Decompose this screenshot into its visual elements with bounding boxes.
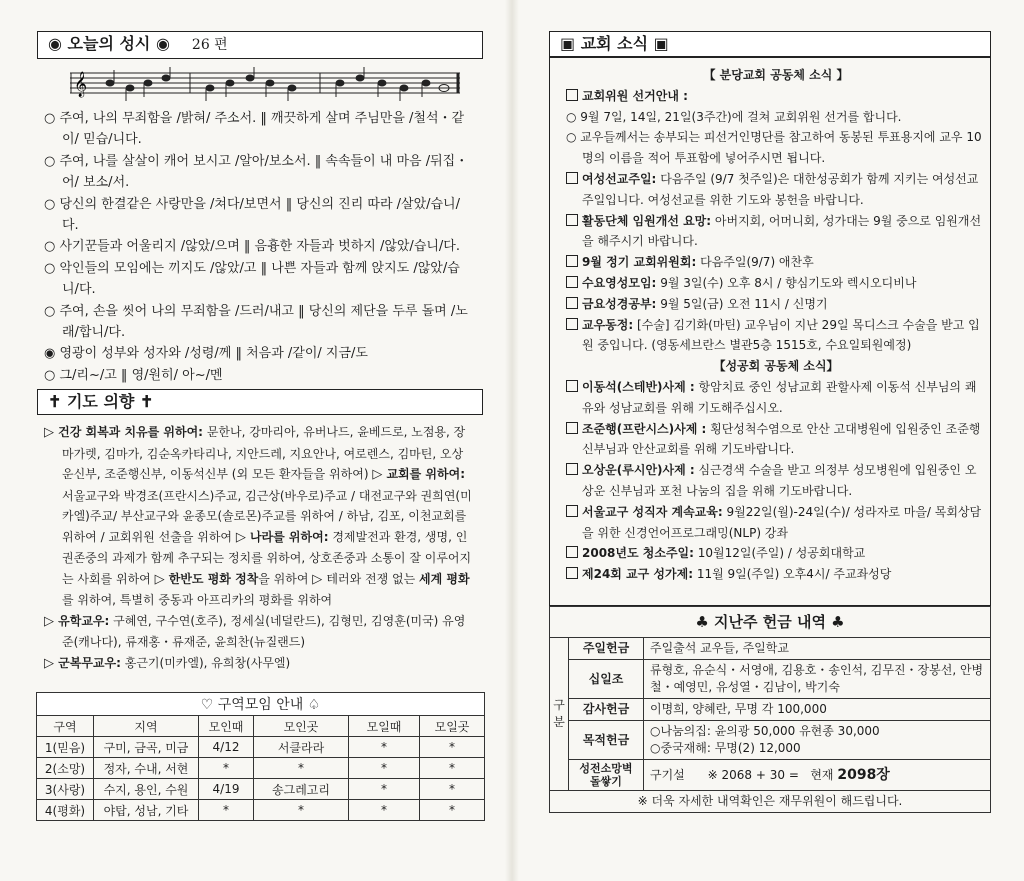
chant-line: ○ 주여, 손을 씻어 나의 무죄함을 /드러/내고 ‖ 당신의 제단을 두루 돌며 /노래/합니/다. <box>44 303 468 341</box>
checkbox-icon <box>566 380 578 392</box>
offering-label: 성전소망벽돌쌓기 <box>569 760 644 791</box>
oh-label: 오상운(루시안)사제 : <box>582 463 695 478</box>
checkbox-icon <box>566 89 578 101</box>
chant-line: ◉ 영광이 성부와 성자와 /성령/께 ‖ 처음과 /같이/ 지금/도 <box>44 346 368 362</box>
lee-label: 이동석(스테반)사제 : <box>582 379 695 394</box>
table-row <box>37 779 485 800</box>
table-cell: 4/12 <box>199 737 254 758</box>
news-header <box>549 31 991 58</box>
checkbox-icon <box>566 505 578 517</box>
wed-label: 수요영성모임: <box>582 275 657 290</box>
table-cell: 수지, 용인, 수원 <box>94 779 199 800</box>
prayer-title: ✝ 기도 의향 ✝ <box>48 392 154 411</box>
col-header: 모일곳 <box>420 716 485 737</box>
offering-label: 목적헌금 <box>569 721 644 760</box>
festival-text: 11월 9일(주일) 오후4시/ 주교좌성당 <box>696 567 892 582</box>
peace-text: 을 위하여 <box>258 571 309 586</box>
offering-value: ○나눔의집: 윤의광 50,000 유현종 30,000 ○중국재해: 무명(2) 12,000 <box>644 721 991 760</box>
news-item <box>566 294 986 315</box>
offering-title: ♣ 지난주 헌금 내역 ♣ <box>550 607 991 638</box>
table-cell: 정자, 수내, 서현 <box>94 758 199 779</box>
world-text: 를 위하여, 특별히 중동과 아프리카의 평화를 위하여 <box>62 593 333 607</box>
church-label: 교회를 위하여: <box>386 467 465 481</box>
table-cell: * <box>254 758 349 779</box>
district-table-title: ♡ 구역모임 안내 ♤ <box>37 693 485 716</box>
checkbox-icon <box>566 463 578 475</box>
table-cell: 4(평화) <box>37 800 94 821</box>
table-cell: 2(소망) <box>37 758 94 779</box>
church-news <box>566 65 986 585</box>
psalm-title: ◉ 오늘의 성시 ◉ <box>48 34 170 53</box>
health-text: 문한나, 강마리아, 유버나드, 윤베드로, 노점용, 장마가렛, 김마가, 김순옥카타리나, 지안드레, 지요안나, 여로렌스, 김마틴, 오상운신부, 조준행신부, 이동석신부 (외 모든 환자들을 위하여) <box>62 425 466 481</box>
member-label: 교우동정: <box>582 317 634 332</box>
prayer-health <box>44 422 474 611</box>
news-item <box>566 543 986 564</box>
table-cell: 야탑, 성남, 기타 <box>94 800 199 821</box>
table-cell: 1(믿음) <box>37 737 94 758</box>
officer-text: 아버지회, 어머니회, 성가대는 9월 중으로 임원개선을 해주시기 바랍니다. <box>582 213 982 249</box>
table-cell: * <box>349 800 420 821</box>
offering-value: 주일출석 교우들, 주일학교 <box>644 638 991 660</box>
offering-label: 주일헌금 <box>569 638 644 660</box>
checkbox-icon <box>566 422 578 434</box>
news-item <box>566 377 986 419</box>
prayer-header <box>37 389 483 415</box>
news-item <box>566 169 986 211</box>
election-title: 교회위원 선거안내 : <box>582 88 688 103</box>
council-text: 다음주일(9/7) 애찬후 <box>700 255 814 270</box>
fri-label: 금요성경공부: <box>582 296 657 311</box>
triangle-icon: ▷ <box>154 571 169 587</box>
checkbox-icon <box>566 318 578 330</box>
military-text: 홍근기(미카엘), 유희창(사무엘) <box>124 655 291 670</box>
col-header: 모인곳 <box>254 716 349 737</box>
music-staff-icon <box>70 67 460 105</box>
checkbox-icon <box>566 567 578 579</box>
table-cell: * <box>420 800 485 821</box>
district-meeting-table <box>36 692 485 821</box>
news-item <box>566 564 986 585</box>
youth-text: 10월12일(주일) / 성공회대학교 <box>697 546 866 561</box>
table-cell: * <box>254 800 349 821</box>
oh-text: 심근경색 수술을 받고 의정부 성모병원에 입원중인 오상운 신부님과 포천 나눔의 집을 위해 기도바랍니다. <box>582 463 977 498</box>
chant-line: ○ 그/리~/고 ‖ 영/원히/ 아~/멘 <box>44 367 223 383</box>
table-cell: 4/19 <box>199 779 254 800</box>
table-cell: * <box>349 758 420 779</box>
prayer-military <box>44 653 474 675</box>
chant-line: ○ 사기꾼들과 어울리지 /않았/으며 ‖ 음흉한 자들과 벗하지 /않았/습니/다. <box>44 239 460 255</box>
table-cell: * <box>420 779 485 800</box>
triangle-icon: ▷ <box>312 571 327 587</box>
offering-value: 류형호, 유순식・서영애, 김용호・송인석, 김무진・장봉선, 안병철・예영민, 유성열・김남이, 박기숙 <box>644 660 991 699</box>
offering-note: ※ 더욱 자세한 내역확인은 재무위원이 해드립니다. <box>550 791 991 813</box>
checkbox-icon <box>566 255 578 267</box>
table-row <box>550 721 991 760</box>
seoul-label: 서울교구 성직자 계속교육: <box>582 504 723 519</box>
festival-label: 제24회 교구 성가제: <box>582 567 693 582</box>
chant-line: ○ 주여, 나를 살살이 캐어 보시고 /알아/보소서. ‖ 속속들이 내 마음 /뒤집・어/ 보소/서. <box>44 153 469 191</box>
women-text: 다음주일 (9/7 첫주일)은 대한성공회가 함께 지키는 여성선교주일입니다. 여성선교를 위한 기도와 봉헌을 바랍니다. <box>582 171 979 207</box>
election-line: ○ 9월 7일, 14일, 21일(3주간)에 걸쳐 교회위원 선거를 합니다. <box>566 109 902 124</box>
checkbox-icon <box>566 276 578 288</box>
news-item <box>566 211 986 253</box>
checkbox-icon <box>566 214 578 226</box>
table-cell: * <box>420 737 485 758</box>
offering-value: 이명희, 양혜란, 무명 각 100,000 <box>644 699 991 721</box>
table-row <box>550 760 991 791</box>
fri-text: 9월 5일(금) 오전 11시 / 신명기 <box>660 296 828 311</box>
table-header-row <box>37 716 485 737</box>
svg-text:𝄞: 𝄞 <box>74 72 88 97</box>
table-row <box>550 660 991 699</box>
lee-text: 항암치료 중인 성남교회 관할사제 이동석 신부님의 쾌유와 성남교회를 위해 기도해주십시오. <box>582 379 977 415</box>
table-cell: 구미, 금곡, 미금 <box>94 737 199 758</box>
table-cell: * <box>199 758 254 779</box>
news-item <box>566 86 986 107</box>
triangle-icon: ▷ <box>372 467 387 482</box>
col-header: 모인때 <box>199 716 254 737</box>
chant-line: ○ 악인들의 모임에는 끼지도 /않았/고 ‖ 나쁜 자들과 함께 앉지도 /않았/습니/다. <box>44 260 460 298</box>
news-item <box>566 273 986 294</box>
news-item <box>566 502 986 544</box>
table-cell: 송그레고리 <box>254 779 349 800</box>
anglican-title: 【성공회 공동체 소식】 <box>713 359 839 374</box>
branch-title: 【 분당교회 공동체 소식 】 <box>703 68 849 82</box>
youth-label: 2008년도 청소주일: <box>582 546 694 561</box>
news-title: ▣ 교회 소식 ▣ <box>560 34 669 53</box>
table-cell: * <box>199 800 254 821</box>
table-cell: * <box>420 758 485 779</box>
table-cell: * <box>349 737 420 758</box>
bricks-total: 2098장 <box>837 766 890 783</box>
checkbox-icon <box>566 546 578 558</box>
triangle-icon: ▷ <box>44 655 59 671</box>
col-header: 지역 <box>94 716 199 737</box>
wed-text: 9월 3일(수) 오후 8시 / 향심기도와 렉시오디비나 <box>660 275 917 290</box>
member-text: [수술] 김기화(마틴) 교우님이 지난 29일 목디스크 수술을 받고 입원 중입니다. (영동세브란스 별관5층 1515호, 수요일퇴원예정) <box>582 317 980 353</box>
triangle-icon: ▷ <box>235 529 250 545</box>
military-label: 군복무교우: <box>58 655 121 670</box>
terror-text: 테러와 전쟁 없는 <box>326 571 416 586</box>
peace-label: 한반도 평화 정착 <box>168 571 259 586</box>
women-label: 여성선교주일: <box>582 171 657 186</box>
col-header: 모일때 <box>349 716 420 737</box>
chant-line: ○ 주여, 나의 무죄함을 /밝혀/ 주소서. ‖ 깨끗하게 살며 주님만을 /철석・같이/ 믿습/니다. <box>44 111 465 148</box>
table-row <box>37 758 485 779</box>
table-row <box>37 800 485 821</box>
prayer-study <box>44 611 474 653</box>
study-label: 유학교우: <box>58 613 110 628</box>
table-row <box>550 699 991 721</box>
triangle-icon: ▷ <box>44 425 59 440</box>
table-row <box>37 737 485 758</box>
news-item <box>566 419 986 461</box>
study-text: 구혜연, 구수연(호주), 정세실(네덜란드), 김형민, 김영훈(미국) 유영준(캐나다), 류재홍・류재준, 윤희찬(뉴질랜드) <box>62 613 466 649</box>
cho-label: 조준행(프란시스)사제 : <box>582 421 707 436</box>
psalm-number: 26 편 <box>191 37 228 53</box>
psalm-header <box>37 31 483 59</box>
news-item <box>566 315 986 357</box>
nation-text: 경제발전과 환경, 생명, 인권존중의 과제가 함께 추구되는 정치를 위하여, 상호존중과 소통이 잘 이루어지는 사회를 위하여 <box>62 529 472 586</box>
health-label: 건강 회복과 치유를 위하여: <box>58 425 203 439</box>
chant-line: ○ 당신의 한결같은 사랑만을 /쳐다/보면서 ‖ 당신의 진리 따라 /살았/습니/다. <box>44 196 460 234</box>
table-cell: 서클라라 <box>254 737 349 758</box>
election-line: ○ 교우들께서는 송부되는 피선거인명단를 참고하여 동봉된 투표용지에 교우 10명의 이름을 적어 투표함에 넣어주시면 됩니다. <box>566 130 982 166</box>
news-item <box>566 252 986 273</box>
officer-label: 활동단체 임원개선 요망: <box>582 213 712 228</box>
nation-label: 나라를 위하여: <box>249 529 329 544</box>
col-header: 구역 <box>37 716 94 737</box>
prayer-intentions <box>44 422 474 674</box>
council-label: 9월 정기 교회위원회: <box>582 255 697 270</box>
table-cell: 3(사랑) <box>37 779 94 800</box>
church-text: 서울교구와 박경조(프란시스)주교, 김근상(바우로)주교 / 대전교구와 권희연(미카엘)주교/ 부산교구와 윤종모(솔로몬)주교를 위하여 / 하남, 김포, 이천교회를 위하여 / 교회위원 선출을 위하여 <box>62 488 472 544</box>
table-row <box>550 638 991 660</box>
bricks-text: 구기설 ※ 2068 + 30 = 현재 <box>650 767 838 782</box>
group-label: 구분 <box>550 638 569 791</box>
triangle-icon: ▷ <box>44 613 59 629</box>
checkbox-icon <box>566 172 578 184</box>
seoul-text: 9월22일(월)-24일(수)/ 성라자로 마을/ 목회상담을 위한 신경언어프로그래밍(NLP) 강좌 <box>582 504 982 540</box>
offering-label: 감사헌금 <box>569 699 644 721</box>
table-cell: * <box>349 779 420 800</box>
offering-table <box>549 606 991 813</box>
world-label: 세계 평화 <box>419 571 470 586</box>
offering-label: 십일조 <box>569 660 644 699</box>
news-item <box>566 460 986 502</box>
cho-text: 횡단성척수염으로 안산 고대병원에 입원중인 조준행 신부님과 안산교회를 위해 기도바랍니다. <box>582 421 981 457</box>
checkbox-icon <box>566 297 578 309</box>
psalm-chant <box>44 108 474 386</box>
offering-value <box>644 760 991 791</box>
